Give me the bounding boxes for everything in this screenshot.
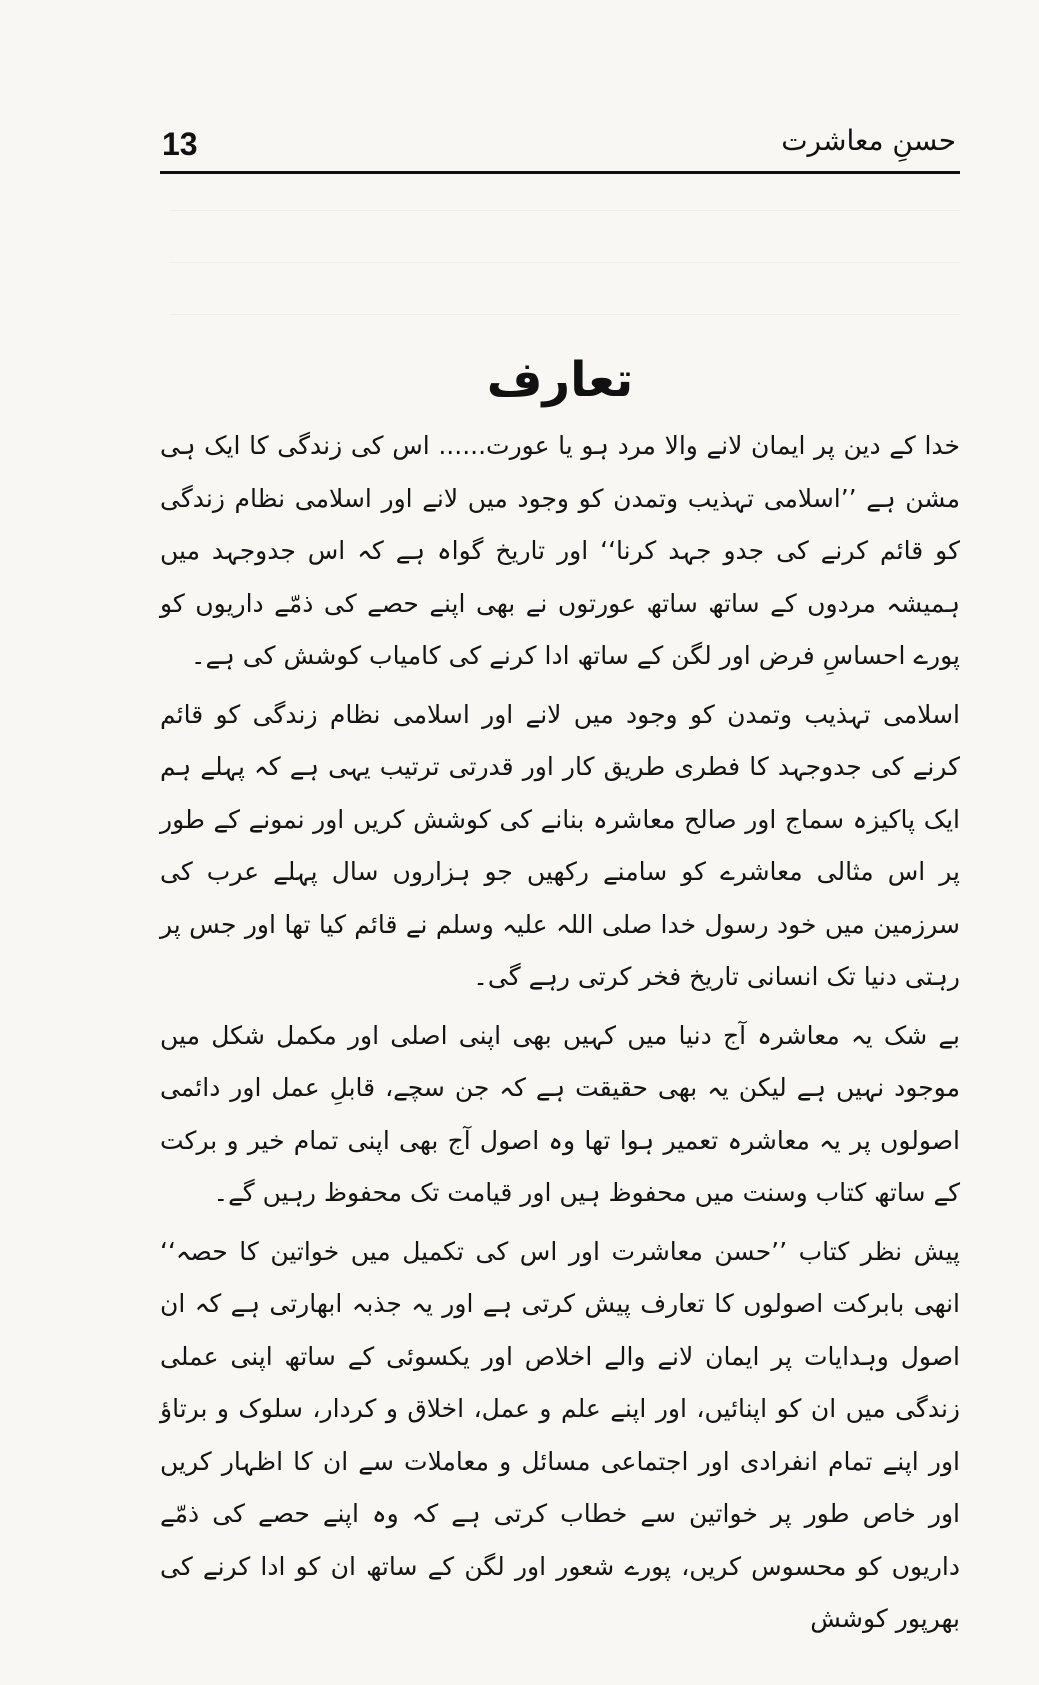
paragraph: خدا کے دین پر ایمان لانے والا مرد ہو یا عورت...... اس کی زندگی کا ایک ہی مشن ہے ’’اسلامی تہذیب وتمدن کو وجود میں لانے اور اسلامی نظام زندگی کو قائم کرنے کی جدو جہد کرنا‘‘ اور تاریخ گواہ ہے کہ اس جدوجہد میں ہمیشہ مردوں کے ساتھ ساتھ عورتوں نے بھی اپنے حصے کی ذمّے داریوں کو پورے احساسِ فرض اور لگن کے ساتھ ادا کرنے کی کامیاب کوشش کی ہے۔ — [160, 431, 960, 670]
header-rule — [160, 171, 960, 174]
running-head — [160, 118, 960, 174]
body-text — [160, 420, 960, 1652]
paragraph: اسلامی تہذیب وتمدن کو وجود میں لانے اور اسلامی نظام زندگی کو قائم کرنے کی جدوجہد کا فطری طریق کار اور قدرتی ترتیب یہی ہے کہ پہلے ہم ایک پاکیزہ سماج اور صالح معاشرہ بنانے کی کوشش کریں اور نمونے کے طور پر اس مثالی معاشرے کو سامنے رکھیں جو ہزاروں سال پہلے عرب کی سرزمین میں خود رسول خدا صلی اللہ علیہ وسلم نے قائم کیا تھا اور جس پر رہتی دنیا تک انسانی تاریخ فخر کرتی رہے گی۔ — [160, 699, 960, 991]
show-through-line — [170, 262, 960, 263]
show-through-line — [170, 314, 960, 315]
show-through-line — [170, 210, 960, 211]
paragraph: بے شک یہ معاشرہ آج دنیا میں کہیں بھی اپنی اصلی اور مکمل شکل میں موجود نہیں ہے لیکن یہ بھی حقیقت ہے کہ جن سچے، قابلِ عمل اور دائمی اصولوں پر یہ معاشرہ تعمیر ہوا تھا وہ اصول آج بھی اپنی تمام خیر و برکت کے ساتھ کتاب وسنت میں محفوظ ہیں اور قیامت تک محفوظ رہیں گے۔ — [160, 1020, 960, 1207]
paragraph: پیش نظر کتاب ’’حسن معاشرت اور اس کی تکمیل میں خواتین کا حصہ‘‘ انھی بابرکت اصولوں کا تعارف پیش کرتی ہے اور یہ جذبہ ابھارتی ہے کہ ان اصول وہدایات پر ایمان لانے والے اخلاص اور یکسوئی کے ساتھ اپنی عملی زندگی میں ان کو اپنائیں، اور اپنے علم و عمل، اخلاق و کردار، سلوک و برتاؤ اور اپنے تمام انفرادی اور اجتماعی مسائل و معاملات سے ان کا اظہار کریں اور خاص طور پر خواتین سے خطاب کرتی ہے کہ وہ اپنے حصے کی ذمّے داریوں کو محسوس کریں، پورے شعور اور لگن کے ساتھ ان کو ادا کرنے کی بھرپور کوشش — [160, 1236, 960, 1633]
running-title: حسنِ معاشرت — [781, 124, 956, 157]
page-number: 13 — [162, 126, 198, 162]
chapter-title: تعارف — [486, 352, 634, 408]
